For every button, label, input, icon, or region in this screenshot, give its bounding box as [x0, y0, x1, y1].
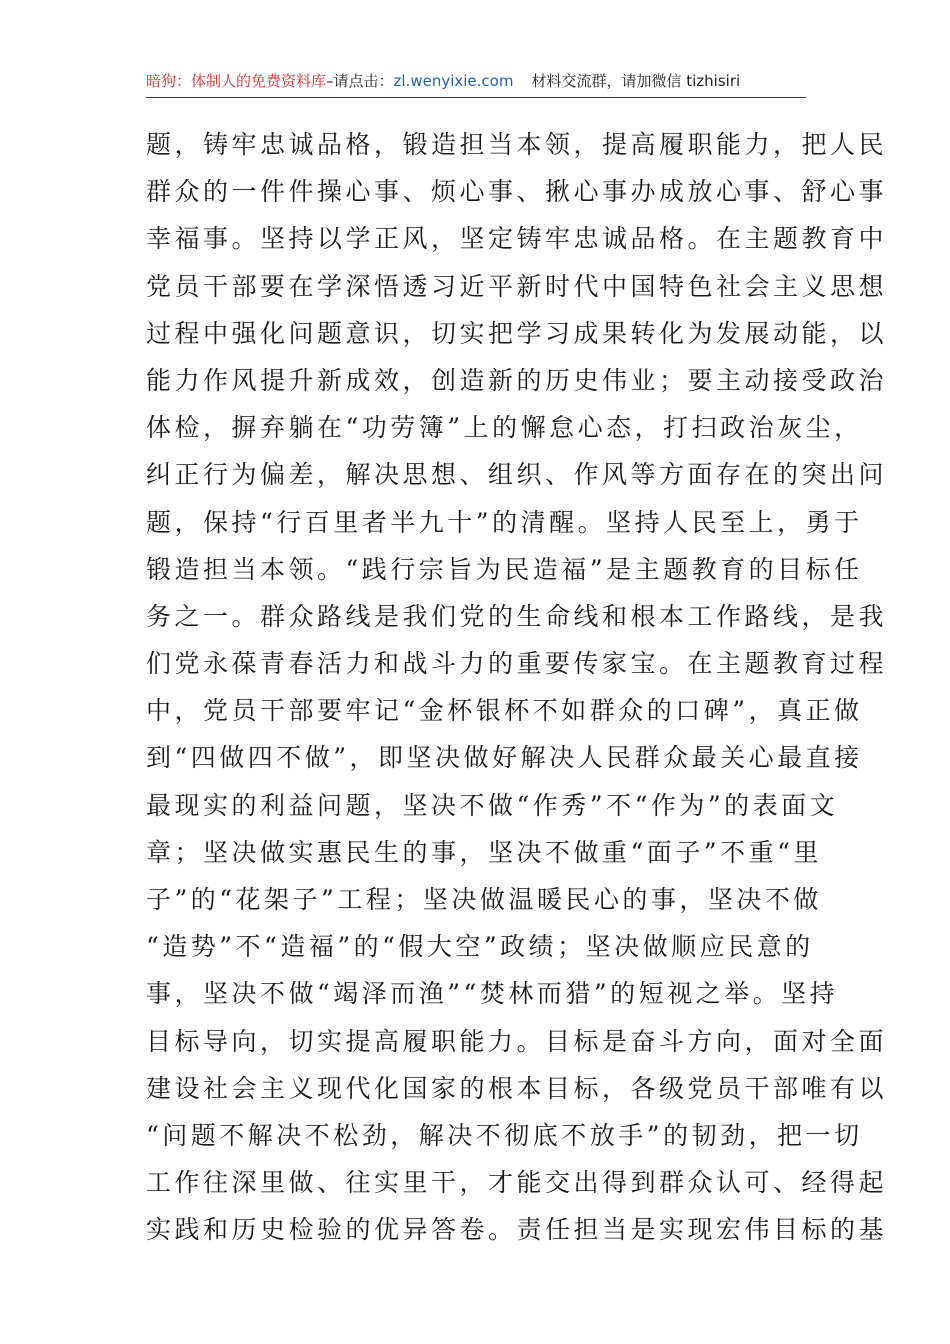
body-line: 最现实的利益问题，坚决不做“作秀”不“作为”的表面文 — [146, 790, 839, 820]
body-line: 中，党员干部要牢记“金杯银杯不如群众的口碑”，真正做 — [146, 696, 863, 726]
body-line: 幸福事。坚持以学正风，坚定铸牢忠诚品格。在主题教育中 — [146, 224, 888, 254]
header-click-prompt: –请点击： — [326, 72, 394, 90]
body-line: 建设社会主义现代化国家的根本目标，各级党员干部唯有以 — [146, 1073, 888, 1103]
body-line: 目标导向，切实提高履职能力。目标是奋斗方向，面对全面 — [146, 1026, 888, 1056]
body-line: 子”的“花架子”工程；坚决做温暖民心的事，坚决不做 — [146, 885, 822, 914]
page-header — [146, 66, 806, 96]
document-body — [146, 121, 888, 1254]
header-wechat-note: 材料交流群，请加微信 tizhisiri — [531, 72, 741, 90]
body-line: 群众的一件件操心事、烦心事、揪心事办成放心事、舒心事 — [146, 177, 888, 207]
body-line: 党员干部要在学深悟透习近平新时代中国特色社会主义思想 — [146, 271, 888, 301]
body-line: 实践和历史检验的优异答卷。责任担当是实现宏伟目标的基 — [146, 1215, 888, 1245]
body-line: 体检，摒弃躺在“功劳簿”上的懈怠心态，打扫政治灰尘， — [146, 413, 863, 443]
body-line: 锻造担当本领。“践行宗旨为民造福”是主题教育的目标任 — [146, 554, 863, 584]
header-url-link[interactable]: zl.wenyixie.com — [393, 72, 514, 90]
body-line: 到“四做四不做”，即坚决做好解决人民群众最关心最直接 — [146, 743, 863, 773]
body-line: 纠正行为偏差，解决思想、组织、作风等方面存在的突出问 — [146, 460, 888, 490]
header-site-name: 暗狗：体制人的免费资料库 — [146, 72, 327, 90]
body-line: 务之一。群众路线是我们党的生命线和根本工作路线，是我 — [146, 601, 888, 631]
body-line: 们党永葆青春活力和战斗力的重要传家宝。在主题教育过程 — [146, 649, 888, 679]
body-line: 工作往深里做、往实里干，才能交出得到群众认可、经得起 — [146, 1168, 888, 1198]
body-line: 过程中强化问题意识，切实把学习成果转化为发展动能，以 — [146, 318, 888, 348]
body-line: 章；坚决做实惠民生的事，坚决不做重“面子”不重“里 — [146, 837, 822, 867]
body-line: 题，保持“行百里者半九十”的清醒。坚持人民至上，勇于 — [146, 507, 863, 537]
body-line: “问题不解决不松劲，解决不彻底不放手”的韧劲，把一切 — [146, 1120, 863, 1150]
body-line: “造势”不“造福”的“假大空”政绩；坚决做顺应民意的 — [146, 932, 814, 962]
body-line: 事，坚决不做“竭泽而渔”“焚林而猎”的短视之举。坚持 — [146, 979, 839, 1009]
body-line: 题，铸牢忠诚品格，锻造担当本领，提高履职能力，把人民 — [146, 130, 888, 159]
body-line: 能力作风提升新成效，创造新的历史伟业；要主动接受政治 — [146, 365, 888, 395]
header-divider — [146, 97, 806, 98]
